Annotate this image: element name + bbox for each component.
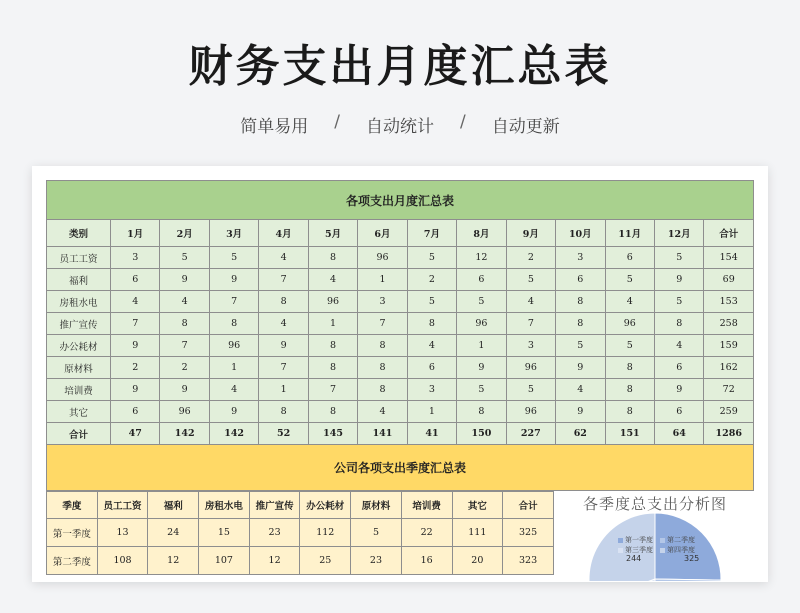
table-cell[interactable]: 52 xyxy=(259,423,308,445)
table-cell[interactable]: 154 xyxy=(704,247,754,269)
legend-label: 第一季度 xyxy=(625,536,653,544)
table-cell[interactable]: 1 xyxy=(457,335,506,357)
table-cell[interactable]: 8 xyxy=(209,313,258,335)
table-cell[interactable]: 3 xyxy=(111,247,160,269)
legend-swatch-icon xyxy=(618,548,623,553)
table-cell[interactable]: 4 xyxy=(556,379,605,401)
tagline xyxy=(0,112,800,137)
table-cell[interactable]: 8 xyxy=(308,247,357,269)
table-cell[interactable]: 8 xyxy=(407,313,456,335)
table-cell[interactable]: 5 xyxy=(457,291,506,313)
table-cell[interactable]: 培训费 xyxy=(401,492,452,519)
table-cell[interactable]: 6 xyxy=(654,357,703,379)
table-cell[interactable]: 1 xyxy=(209,357,258,379)
table-cell[interactable]: 4 xyxy=(259,313,308,335)
legend-item xyxy=(618,545,660,555)
table-cell[interactable]: 5 xyxy=(457,379,506,401)
table-cell[interactable]: 9 xyxy=(209,401,258,423)
table-cell[interactable]: 6 xyxy=(654,401,703,423)
table-cell[interactable]: 5 xyxy=(556,335,605,357)
table-cell[interactable]: 4 xyxy=(259,247,308,269)
table-cell[interactable]: 原材料 xyxy=(351,492,402,519)
table-cell[interactable]: 13 xyxy=(97,519,148,547)
table-cell[interactable]: 258 xyxy=(704,313,754,335)
table-cell[interactable]: 福利 xyxy=(148,492,199,519)
table-cell[interactable]: 20 xyxy=(452,547,503,575)
table-cell[interactable]: 4 xyxy=(209,379,258,401)
table-cell[interactable]: 8 xyxy=(457,401,506,423)
table-cell[interactable]: 159 xyxy=(704,335,754,357)
tag-separator: / xyxy=(334,112,340,132)
table-row xyxy=(47,269,754,291)
table-cell[interactable]: 3 xyxy=(556,247,605,269)
table-cell[interactable]: 1 xyxy=(358,269,407,291)
table-cell[interactable]: 8 xyxy=(308,357,357,379)
table-cell[interactable]: 9 xyxy=(259,335,308,357)
table-cell[interactable]: 其它 xyxy=(452,492,503,519)
legend-label: 第四季度 xyxy=(667,546,695,554)
table-cell[interactable]: 5 xyxy=(407,291,456,313)
table-cell[interactable]: 15 xyxy=(199,519,250,547)
table-cell[interactable]: 2 xyxy=(111,357,160,379)
table-cell[interactable]: 9 xyxy=(160,269,209,291)
table-cell[interactable]: 9 xyxy=(654,379,703,401)
table-row xyxy=(47,247,754,269)
table-cell[interactable]: 8 xyxy=(556,291,605,313)
table-cell[interactable]: 8 xyxy=(358,379,407,401)
table-cell[interactable]: 259 xyxy=(704,401,754,423)
table-cell[interactable]: 2 xyxy=(506,247,555,269)
table-cell[interactable]: 162 xyxy=(704,357,754,379)
table-cell[interactable]: 41 xyxy=(407,423,456,445)
table-cell[interactable]: 4 xyxy=(605,291,654,313)
row-label-cell[interactable]: 房租水电 xyxy=(47,291,111,313)
table-cell[interactable]: 6 xyxy=(605,247,654,269)
table-row xyxy=(47,379,754,401)
table-cell[interactable]: 7 xyxy=(209,291,258,313)
table-row xyxy=(47,519,554,547)
table-cell[interactable]: 64 xyxy=(654,423,703,445)
table-cell[interactable]: 1 xyxy=(308,313,357,335)
table-cell[interactable]: 4 xyxy=(111,291,160,313)
table-cell[interactable]: 6 xyxy=(111,401,160,423)
table-cell[interactable]: 合计 xyxy=(704,220,754,247)
table-cell[interactable]: 8 xyxy=(556,313,605,335)
table-cell[interactable]: 25 xyxy=(300,547,351,575)
table-cell[interactable]: 96 xyxy=(506,401,555,423)
table-cell[interactable]: 1 xyxy=(259,379,308,401)
legend-label: 第二季度 xyxy=(667,536,695,544)
row-label-cell[interactable]: 其它 xyxy=(47,401,111,423)
quarterly-summary-table xyxy=(46,491,554,575)
table-cell[interactable]: 合计 xyxy=(503,492,554,519)
table-row xyxy=(47,401,754,423)
quarterly-pie-chart[interactable] xyxy=(556,491,754,581)
table-cell[interactable]: 96 xyxy=(457,313,506,335)
row-label-cell[interactable]: 培训费 xyxy=(47,379,111,401)
table-total-row xyxy=(47,423,754,445)
table-cell[interactable]: 9 xyxy=(209,269,258,291)
table-cell[interactable]: 3 xyxy=(506,335,555,357)
table-cell[interactable]: 23 xyxy=(249,519,300,547)
table-cell[interactable]: 5 xyxy=(605,269,654,291)
table-cell[interactable]: 7 xyxy=(259,269,308,291)
table-cell[interactable]: 69 xyxy=(704,269,754,291)
table-cell[interactable]: 5 xyxy=(209,247,258,269)
table-cell[interactable]: 1 xyxy=(407,401,456,423)
table-cell[interactable]: 9 xyxy=(111,379,160,401)
table-cell[interactable]: 24 xyxy=(148,519,199,547)
table-cell[interactable]: 96 xyxy=(506,357,555,379)
table-cell[interactable]: 323 xyxy=(503,547,554,575)
table-cell[interactable]: 12 xyxy=(148,547,199,575)
quarterly-table-title: 公司各项支出季度汇总表 xyxy=(46,445,754,491)
table-cell[interactable]: 11月 xyxy=(605,220,654,247)
table-cell[interactable]: 10月 xyxy=(556,220,605,247)
table-cell[interactable]: 5 xyxy=(654,291,703,313)
table-row xyxy=(47,291,754,313)
table-cell[interactable]: 8月 xyxy=(457,220,506,247)
table-cell[interactable]: 150 xyxy=(457,423,506,445)
legend-swatch-icon xyxy=(660,548,665,553)
table-cell[interactable]: 2 xyxy=(160,357,209,379)
row-label-cell[interactable]: 合计 xyxy=(47,423,111,445)
table-cell[interactable]: 96 xyxy=(605,313,654,335)
table-cell[interactable]: 1286 xyxy=(704,423,754,445)
table-cell[interactable]: 4 xyxy=(160,291,209,313)
table-cell[interactable]: 7 xyxy=(506,313,555,335)
table-cell[interactable]: 141 xyxy=(358,423,407,445)
table-cell[interactable]: 227 xyxy=(506,423,555,445)
tag-auto-update: 自动更新 xyxy=(491,117,560,137)
table-cell[interactable]: 8 xyxy=(605,401,654,423)
tag-auto-stat: 自动统计 xyxy=(366,117,434,137)
table-cell[interactable]: 3月 xyxy=(209,220,258,247)
table-cell[interactable]: 9 xyxy=(111,335,160,357)
table-cell[interactable]: 4 xyxy=(308,269,357,291)
table-cell[interactable]: 5 xyxy=(160,247,209,269)
table-cell[interactable]: 8 xyxy=(605,379,654,401)
table-cell[interactable]: 8 xyxy=(358,357,407,379)
table-cell[interactable]: 7 xyxy=(111,313,160,335)
table-cell[interactable]: 8 xyxy=(358,335,407,357)
table-cell[interactable]: 办公耗材 xyxy=(300,492,351,519)
table-cell[interactable]: 5月 xyxy=(308,220,357,247)
row-label-cell[interactable]: 福利 xyxy=(47,269,111,291)
table-cell[interactable]: 142 xyxy=(209,423,258,445)
pie-data-label: 244 xyxy=(626,554,642,563)
table-cell[interactable]: 8 xyxy=(654,313,703,335)
table-cell[interactable]: 4 xyxy=(407,335,456,357)
page-title: 财务支出月度汇总表 xyxy=(188,41,612,92)
table-cell[interactable]: 5 xyxy=(654,247,703,269)
row-label-cell[interactable]: 推广宣传 xyxy=(47,313,111,335)
table-cell[interactable]: 5 xyxy=(605,335,654,357)
table-header-row xyxy=(47,220,754,247)
table-cell[interactable]: 6 xyxy=(457,269,506,291)
table-cell[interactable]: 12 xyxy=(249,547,300,575)
table-cell[interactable]: 7 xyxy=(358,313,407,335)
table-cell[interactable]: 96 xyxy=(209,335,258,357)
table-cell[interactable]: 9月 xyxy=(506,220,555,247)
table-cell[interactable]: 3 xyxy=(358,291,407,313)
table-cell[interactable]: 153 xyxy=(704,291,754,313)
table-cell[interactable]: 1月 xyxy=(111,220,160,247)
table-cell[interactable]: 员工工资 xyxy=(97,492,148,519)
table-cell[interactable]: 111 xyxy=(452,519,503,547)
table-cell[interactable]: 6 xyxy=(407,357,456,379)
table-cell[interactable]: 96 xyxy=(358,247,407,269)
tag-separator: / xyxy=(460,112,466,132)
legend-item xyxy=(618,535,660,545)
table-cell[interactable]: 145 xyxy=(308,423,357,445)
table-cell[interactable]: 房租水电 xyxy=(199,492,250,519)
row-label-cell[interactable]: 办公耗材 xyxy=(47,335,111,357)
table-row xyxy=(47,547,554,575)
legend-item xyxy=(660,535,702,545)
table-cell[interactable]: 8 xyxy=(308,335,357,357)
table-cell[interactable]: 7月 xyxy=(407,220,456,247)
table-cell[interactable]: 22 xyxy=(401,519,452,547)
table-cell[interactable]: 9 xyxy=(160,379,209,401)
spreadsheet-preview xyxy=(32,166,768,582)
table-cell[interactable]: 8 xyxy=(605,357,654,379)
table-cell[interactable]: 2月 xyxy=(160,220,209,247)
row-label-cell[interactable]: 第一季度 xyxy=(47,519,98,547)
table-cell[interactable]: 7 xyxy=(308,379,357,401)
table-cell[interactable]: 9 xyxy=(457,357,506,379)
row-label-cell[interactable]: 第二季度 xyxy=(47,547,98,575)
table-cell[interactable]: 6 xyxy=(111,269,160,291)
tag-easy: 简单易用 xyxy=(240,117,309,137)
chart-legend xyxy=(618,535,708,555)
table-header-row xyxy=(47,492,554,519)
table-cell[interactable]: 3 xyxy=(407,379,456,401)
table-cell[interactable]: 47 xyxy=(111,423,160,445)
table-cell[interactable]: 62 xyxy=(556,423,605,445)
row-label-cell[interactable]: 原材料 xyxy=(47,357,111,379)
table-cell[interactable]: 96 xyxy=(160,401,209,423)
legend-swatch-icon xyxy=(618,538,623,543)
row-label-cell[interactable]: 员工工资 xyxy=(47,247,111,269)
table-cell[interactable]: 8 xyxy=(259,401,308,423)
table-row xyxy=(47,313,754,335)
table-cell[interactable]: 7 xyxy=(259,357,308,379)
table-cell[interactable]: 8 xyxy=(308,401,357,423)
table-cell[interactable]: 4月 xyxy=(259,220,308,247)
table-cell[interactable]: 12月 xyxy=(654,220,703,247)
table-cell[interactable]: 4 xyxy=(506,291,555,313)
table-cell[interactable]: 9 xyxy=(556,401,605,423)
table-row xyxy=(47,357,754,379)
table-row xyxy=(47,335,754,357)
pie-data-label: 325 xyxy=(684,554,700,563)
table-cell[interactable]: 5 xyxy=(506,269,555,291)
table-cell[interactable]: 8 xyxy=(160,313,209,335)
table-cell[interactable]: 7 xyxy=(160,335,209,357)
table-cell[interactable]: 4 xyxy=(654,335,703,357)
table-cell[interactable]: 8 xyxy=(259,291,308,313)
table-cell[interactable]: 9 xyxy=(556,357,605,379)
table-cell[interactable]: 12 xyxy=(457,247,506,269)
table-cell[interactable]: 5 xyxy=(351,519,402,547)
table-cell[interactable]: 5 xyxy=(407,247,456,269)
table-cell[interactable]: 107 xyxy=(199,547,250,575)
monthly-table-title: 各项支出月度汇总表 xyxy=(47,181,754,220)
table-cell[interactable]: 9 xyxy=(654,269,703,291)
table-cell[interactable]: 4 xyxy=(358,401,407,423)
table-cell[interactable]: 72 xyxy=(704,379,754,401)
chart-title: 各季度总支出分析图 xyxy=(582,495,727,513)
row-label-cell[interactable]: 季度 xyxy=(47,492,98,519)
table-cell[interactable]: 6 xyxy=(556,269,605,291)
table-cell[interactable]: 推广宣传 xyxy=(249,492,300,519)
table-cell[interactable]: 2 xyxy=(407,269,456,291)
row-label-cell[interactable]: 类别 xyxy=(47,220,111,247)
table-cell[interactable]: 5 xyxy=(506,379,555,401)
table-cell[interactable]: 108 xyxy=(97,547,148,575)
legend-swatch-icon xyxy=(660,538,665,543)
legend-item xyxy=(660,545,702,555)
table-cell[interactable]: 6月 xyxy=(358,220,407,247)
table-cell[interactable]: 112 xyxy=(300,519,351,547)
table-cell[interactable]: 23 xyxy=(351,547,402,575)
table-cell[interactable]: 151 xyxy=(605,423,654,445)
table-cell[interactable]: 142 xyxy=(160,423,209,445)
table-cell[interactable]: 325 xyxy=(503,519,554,547)
table-cell[interactable]: 16 xyxy=(401,547,452,575)
table-cell[interactable]: 96 xyxy=(308,291,357,313)
monthly-summary-table xyxy=(46,180,754,445)
legend-label: 第三季度 xyxy=(625,546,653,554)
